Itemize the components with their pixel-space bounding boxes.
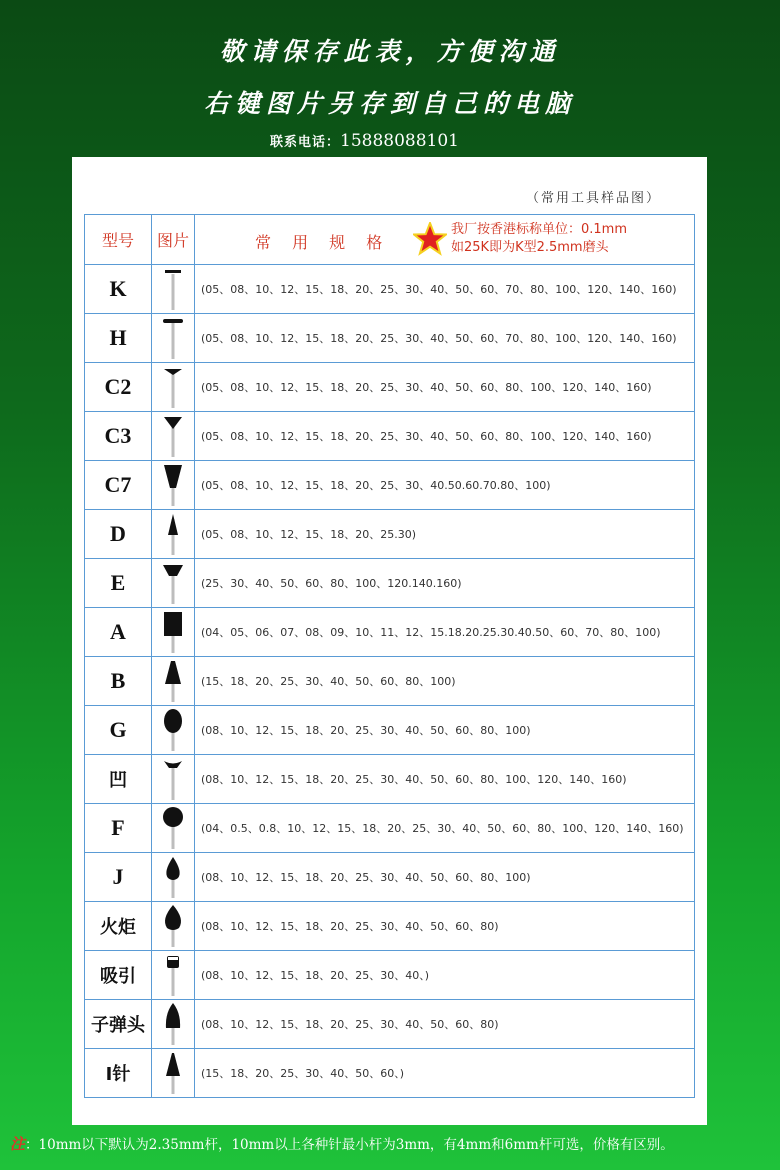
size-list: (04、05、06、07、08、09、10、11、12、15.18.20.25.30.40.50、60、70、80、100) bbox=[195, 608, 695, 657]
table-row bbox=[85, 706, 695, 755]
table-row bbox=[85, 1000, 695, 1049]
ball-tool-icon bbox=[158, 805, 188, 851]
sheet-caption: （常用工具样品图） bbox=[525, 191, 661, 206]
tool-picture bbox=[152, 951, 195, 1000]
tool-picture bbox=[152, 314, 195, 363]
cylinder-tool-icon bbox=[158, 609, 188, 655]
flat-thin-tool-icon bbox=[158, 266, 188, 312]
spec-header-label: 常 用 规 格 bbox=[255, 233, 391, 252]
inv-cone-tool-icon bbox=[158, 560, 188, 606]
model-code: D bbox=[85, 510, 152, 559]
table-row bbox=[85, 510, 695, 559]
table-row bbox=[85, 559, 695, 608]
tool-picture bbox=[152, 412, 195, 461]
tool-picture bbox=[152, 461, 195, 510]
tool-picture bbox=[152, 853, 195, 902]
size-list: (05、08、10、12、15、18、20、25.30) bbox=[195, 510, 695, 559]
table-row bbox=[85, 804, 695, 853]
teardrop-tool-icon bbox=[158, 854, 188, 900]
footer-note bbox=[10, 1133, 674, 1154]
table-row bbox=[85, 755, 695, 804]
size-list: (08、10、12、15、18、20、25、30、40、) bbox=[195, 951, 695, 1000]
tool-picture bbox=[152, 755, 195, 804]
model-code: B bbox=[85, 657, 152, 706]
table-header-row bbox=[85, 215, 695, 265]
table-row bbox=[85, 265, 695, 314]
tool-picture bbox=[152, 559, 195, 608]
size-list: (04、0.5、0.8、10、12、15、18、20、25、30、40、50、60、80、100、120、140、160) bbox=[195, 804, 695, 853]
model-code: 吸引 bbox=[85, 951, 152, 1000]
cone-medium-tool-icon bbox=[158, 413, 188, 459]
footer-mark: 注 bbox=[10, 1135, 26, 1153]
flat-disc-tool-icon bbox=[158, 315, 188, 361]
size-list: (05、08、10、12、15、18、20、25、30、40、50、60、80、100、120、140、160) bbox=[195, 412, 695, 461]
spec-sheet bbox=[72, 157, 707, 1125]
footer-text: ：10mm以下默认为2.35mm杆，10mm以上各种针最小杆为3mm，有4mm和6mm杆可选，价格有区别。 bbox=[25, 1137, 674, 1153]
table-row bbox=[85, 1049, 695, 1098]
table-row bbox=[85, 412, 695, 461]
table-row bbox=[85, 314, 695, 363]
small-cyl-tool-icon bbox=[158, 952, 188, 998]
model-code: 子弹头 bbox=[85, 1000, 152, 1049]
contact-phone bbox=[270, 131, 459, 151]
size-list: (08、10、12、15、18、20、25、30、40、50、60、80) bbox=[195, 902, 695, 951]
size-list: (15、18、20、25、30、40、50、60、80、100) bbox=[195, 657, 695, 706]
header-line-2: 右键图片另存到自己的电脑 bbox=[203, 89, 576, 118]
tool-picture bbox=[152, 706, 195, 755]
model-code: 火炬 bbox=[85, 902, 152, 951]
tool-picture bbox=[152, 363, 195, 412]
table-row bbox=[85, 461, 695, 510]
model-code: C3 bbox=[85, 412, 152, 461]
oval-tool-icon bbox=[158, 707, 188, 753]
tool-picture bbox=[152, 510, 195, 559]
model-code: K bbox=[85, 265, 152, 314]
concave-tool-icon bbox=[158, 756, 188, 802]
phone-number: 15888088101 bbox=[340, 131, 459, 151]
unit-note-line-1: 我厂按香港标称单位：0.1mm bbox=[451, 222, 628, 237]
star-icon bbox=[413, 222, 447, 256]
model-code: I针 bbox=[85, 1049, 152, 1098]
table-row bbox=[85, 902, 695, 951]
model-code: 凹 bbox=[85, 755, 152, 804]
size-list: (05、08、10、12、15、18、20、25、30、40.50.60.70.80、100) bbox=[195, 461, 695, 510]
table-row bbox=[85, 608, 695, 657]
tree-tool-icon bbox=[158, 658, 188, 704]
size-list: (08、10、12、15、18、20、25、30、40、50、60、80、100、120、140、160) bbox=[195, 755, 695, 804]
flame-tool-icon bbox=[158, 903, 188, 949]
tool-picture bbox=[152, 1049, 195, 1098]
tool-picture bbox=[152, 804, 195, 853]
phone-label: 联系电话： bbox=[270, 135, 341, 150]
unit-note bbox=[451, 221, 627, 257]
table-row bbox=[85, 363, 695, 412]
col-header-model: 型号 bbox=[85, 215, 152, 265]
size-list: (05、08、10、12、15、18、20、25、30、40、50、60、80、100、120、140、160) bbox=[195, 363, 695, 412]
col-header-picture: 图片 bbox=[152, 215, 195, 265]
table-row bbox=[85, 853, 695, 902]
spec-table bbox=[84, 214, 695, 1098]
bullet-tool-icon bbox=[158, 1001, 188, 1047]
size-list: (08、10、12、15、18、20、25、30、40、50、60、80、100) bbox=[195, 853, 695, 902]
col-header-spec bbox=[195, 215, 695, 265]
pointed-tool-icon bbox=[158, 511, 188, 557]
tool-picture bbox=[152, 657, 195, 706]
size-list: (08、10、12、15、18、20、25、30、40、50、60、80) bbox=[195, 1000, 695, 1049]
table-row bbox=[85, 951, 695, 1000]
size-list: (15、18、20、25、30、40、50、60、) bbox=[195, 1049, 695, 1098]
tool-picture bbox=[152, 608, 195, 657]
model-code: H bbox=[85, 314, 152, 363]
model-code: C7 bbox=[85, 461, 152, 510]
model-code: E bbox=[85, 559, 152, 608]
unit-note-line-2: 如25K即为K型2.5mm磨头 bbox=[451, 240, 609, 255]
tool-picture bbox=[152, 902, 195, 951]
table-row bbox=[85, 657, 695, 706]
tool-picture bbox=[152, 265, 195, 314]
size-list: (25、30、40、50、60、80、100、120.140.160) bbox=[195, 559, 695, 608]
model-code: F bbox=[85, 804, 152, 853]
header-line-1: 敬请保存此表，方便沟通 bbox=[219, 37, 561, 66]
model-code: C2 bbox=[85, 363, 152, 412]
model-code: G bbox=[85, 706, 152, 755]
needle-tool-icon bbox=[158, 1050, 188, 1096]
model-code: A bbox=[85, 608, 152, 657]
size-list: (05、08、10、12、15、18、20、25、30、40、50、60、70、80、100、120、140、160) bbox=[195, 265, 695, 314]
size-list: (08、10、12、15、18、20、25、30、40、50、60、80、100) bbox=[195, 706, 695, 755]
tool-picture bbox=[152, 1000, 195, 1049]
model-code: J bbox=[85, 853, 152, 902]
cone-deep-tool-icon bbox=[158, 462, 188, 508]
size-list: (05、08、10、12、15、18、20、25、30、40、50、60、70、80、100、120、140、160) bbox=[195, 314, 695, 363]
cone-shallow-tool-icon bbox=[158, 364, 188, 410]
